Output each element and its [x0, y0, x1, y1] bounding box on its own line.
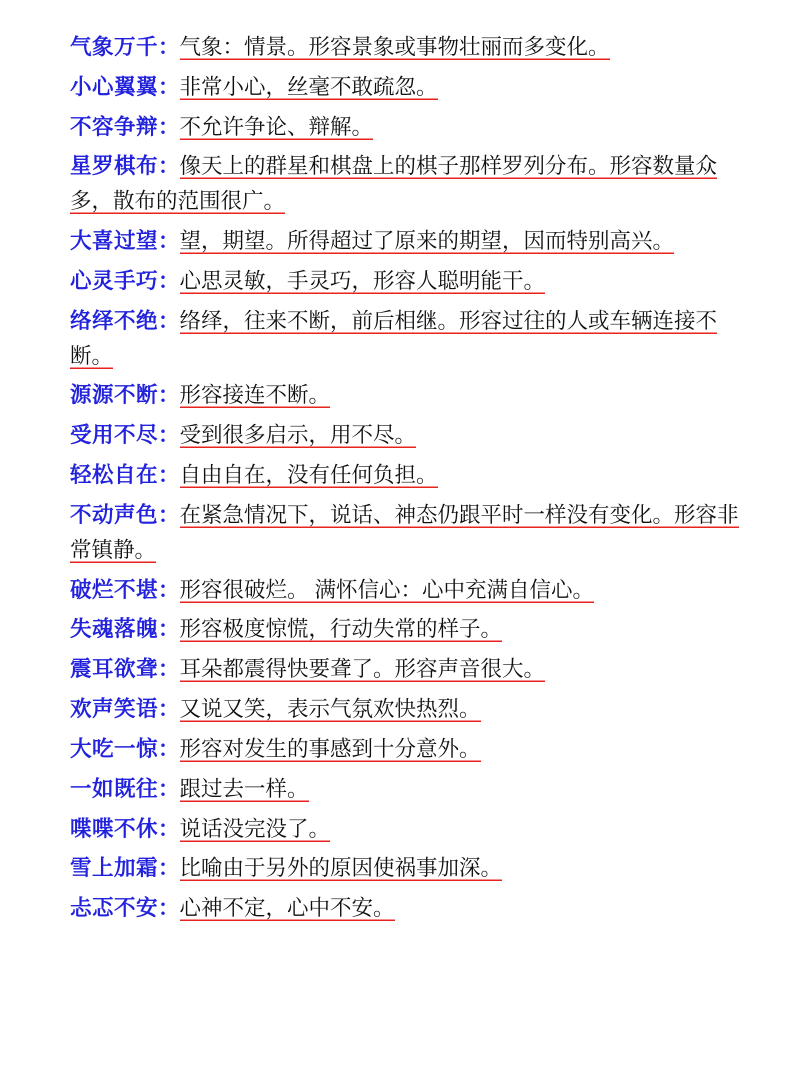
term-definition-separator: ： — [158, 736, 180, 761]
idiom-term: 喋喋不休 — [70, 816, 159, 841]
idiom-definition: 心神不定，心中不安。 — [179, 896, 395, 921]
idiom-term: 心灵手巧 — [70, 268, 159, 293]
term-definition-separator: ： — [158, 383, 180, 408]
term-definition-separator: ： — [158, 617, 180, 642]
idiom-definition: 在紧急情况下，说话、神态仍跟平时一样没有变化。形容非常镇静。 — [70, 502, 739, 562]
term-definition-separator: ： — [158, 423, 180, 448]
list-item — [70, 458, 742, 493]
idiom-term: 气象万千 — [70, 35, 159, 59]
idiom-definition: 不允许争论、辩解。 — [179, 114, 374, 139]
list-item — [70, 378, 742, 413]
list-item — [70, 30, 742, 65]
list-item — [70, 264, 742, 299]
idiom-definition: 又说又笑，表示气氛欢快热烈。 — [179, 697, 481, 722]
list-item — [70, 652, 742, 687]
list-item — [70, 149, 742, 219]
idiom-definition: 比喻由于另外的原因使祸事加深。 — [179, 856, 503, 881]
term-definition-separator: ： — [158, 268, 180, 293]
term-definition-separator: ： — [158, 657, 180, 682]
idiom-definition: 望，期望。所得超过了原来的期望，因而特别高兴。 — [179, 229, 675, 254]
list-item — [70, 498, 742, 568]
idiom-definition: 络绎，往来不断，前后相继。形容过往的人或车辆连接不断。 — [70, 308, 718, 368]
term-definition-separator: ： — [158, 35, 180, 59]
idiom-definition: 形容接连不断。 — [179, 383, 331, 408]
idiom-term: 雪上加霜 — [70, 856, 159, 881]
idiom-definition: 非常小心，丝毫不敢疏忽。 — [179, 74, 438, 99]
idiom-term: 忐忑不安 — [70, 896, 159, 921]
idiom-term: 不动声色 — [70, 502, 159, 527]
term-definition-separator: ： — [158, 308, 180, 333]
term-definition-separator: ： — [158, 896, 180, 921]
list-item — [70, 70, 742, 105]
idiom-term: 不容争辩 — [70, 114, 159, 139]
idiom-definition: 形容很破烂。 满怀信心：心中充满自信心。 — [179, 577, 595, 602]
idiom-definition: 气象：情景。形容景象或事物壮丽而多变化。 — [179, 35, 610, 59]
idiom-term: 欢声笑语 — [70, 697, 159, 722]
idiom-term: 源源不断 — [70, 383, 159, 408]
idiom-term: 一如既往 — [70, 776, 159, 801]
idiom-term: 轻松自在 — [70, 463, 159, 488]
idiom-term: 小心翼翼 — [70, 74, 159, 99]
idiom-term: 大吃一惊 — [70, 736, 159, 761]
term-definition-separator: ： — [158, 114, 180, 139]
list-item — [70, 772, 742, 807]
idiom-term: 受用不尽 — [70, 423, 159, 448]
idiom-definition: 形容极度惊慌，行动失常的样子。 — [179, 617, 503, 642]
idiom-term: 大喜过望 — [70, 229, 159, 254]
list-item — [70, 304, 742, 374]
idiom-definition: 受到很多启示，用不尽。 — [179, 423, 417, 448]
list-item — [70, 692, 742, 727]
term-definition-separator: ： — [158, 229, 180, 254]
idiom-term: 震耳欲聋 — [70, 657, 159, 682]
idiom-definition: 说话没完没了。 — [179, 816, 331, 841]
term-definition-separator: ： — [158, 856, 180, 881]
list-item — [70, 418, 742, 453]
term-definition-separator: ： — [158, 463, 180, 488]
term-definition-separator: ： — [158, 697, 180, 722]
term-definition-separator: ： — [158, 816, 180, 841]
term-definition-separator: ： — [158, 502, 180, 527]
idiom-definition: 耳朵都震得快要聋了。形容声音很大。 — [179, 657, 546, 682]
idiom-term: 络绎不绝 — [70, 308, 159, 333]
idiom-term: 星罗棋布 — [70, 154, 159, 179]
idiom-definition: 形容对发生的事感到十分意外。 — [179, 736, 481, 761]
list-item — [70, 110, 742, 145]
list-item — [70, 851, 742, 886]
idiom-definition: 像天上的群星和棋盘上的棋子那样罗列分布。形容数量众多，散布的范围很广。 — [70, 154, 718, 214]
idiom-term: 破烂不堪 — [70, 577, 159, 602]
term-definition-separator: ： — [158, 577, 180, 602]
list-item — [70, 812, 742, 847]
term-definition-separator: ： — [158, 74, 180, 99]
list-item — [70, 573, 742, 608]
list-item — [70, 891, 742, 926]
idiom-definition: 跟过去一样。 — [179, 776, 309, 801]
idiom-definition: 心思灵敏，手灵巧，形容人聪明能干。 — [179, 268, 546, 293]
idiom-definition: 自由自在，没有任何负担。 — [179, 463, 438, 488]
term-definition-separator: ： — [158, 154, 180, 179]
idiom-term: 失魂落魄 — [70, 617, 159, 642]
list-item — [70, 224, 742, 259]
list-item — [70, 732, 742, 767]
list-item — [70, 612, 742, 647]
term-definition-separator: ： — [158, 776, 180, 801]
